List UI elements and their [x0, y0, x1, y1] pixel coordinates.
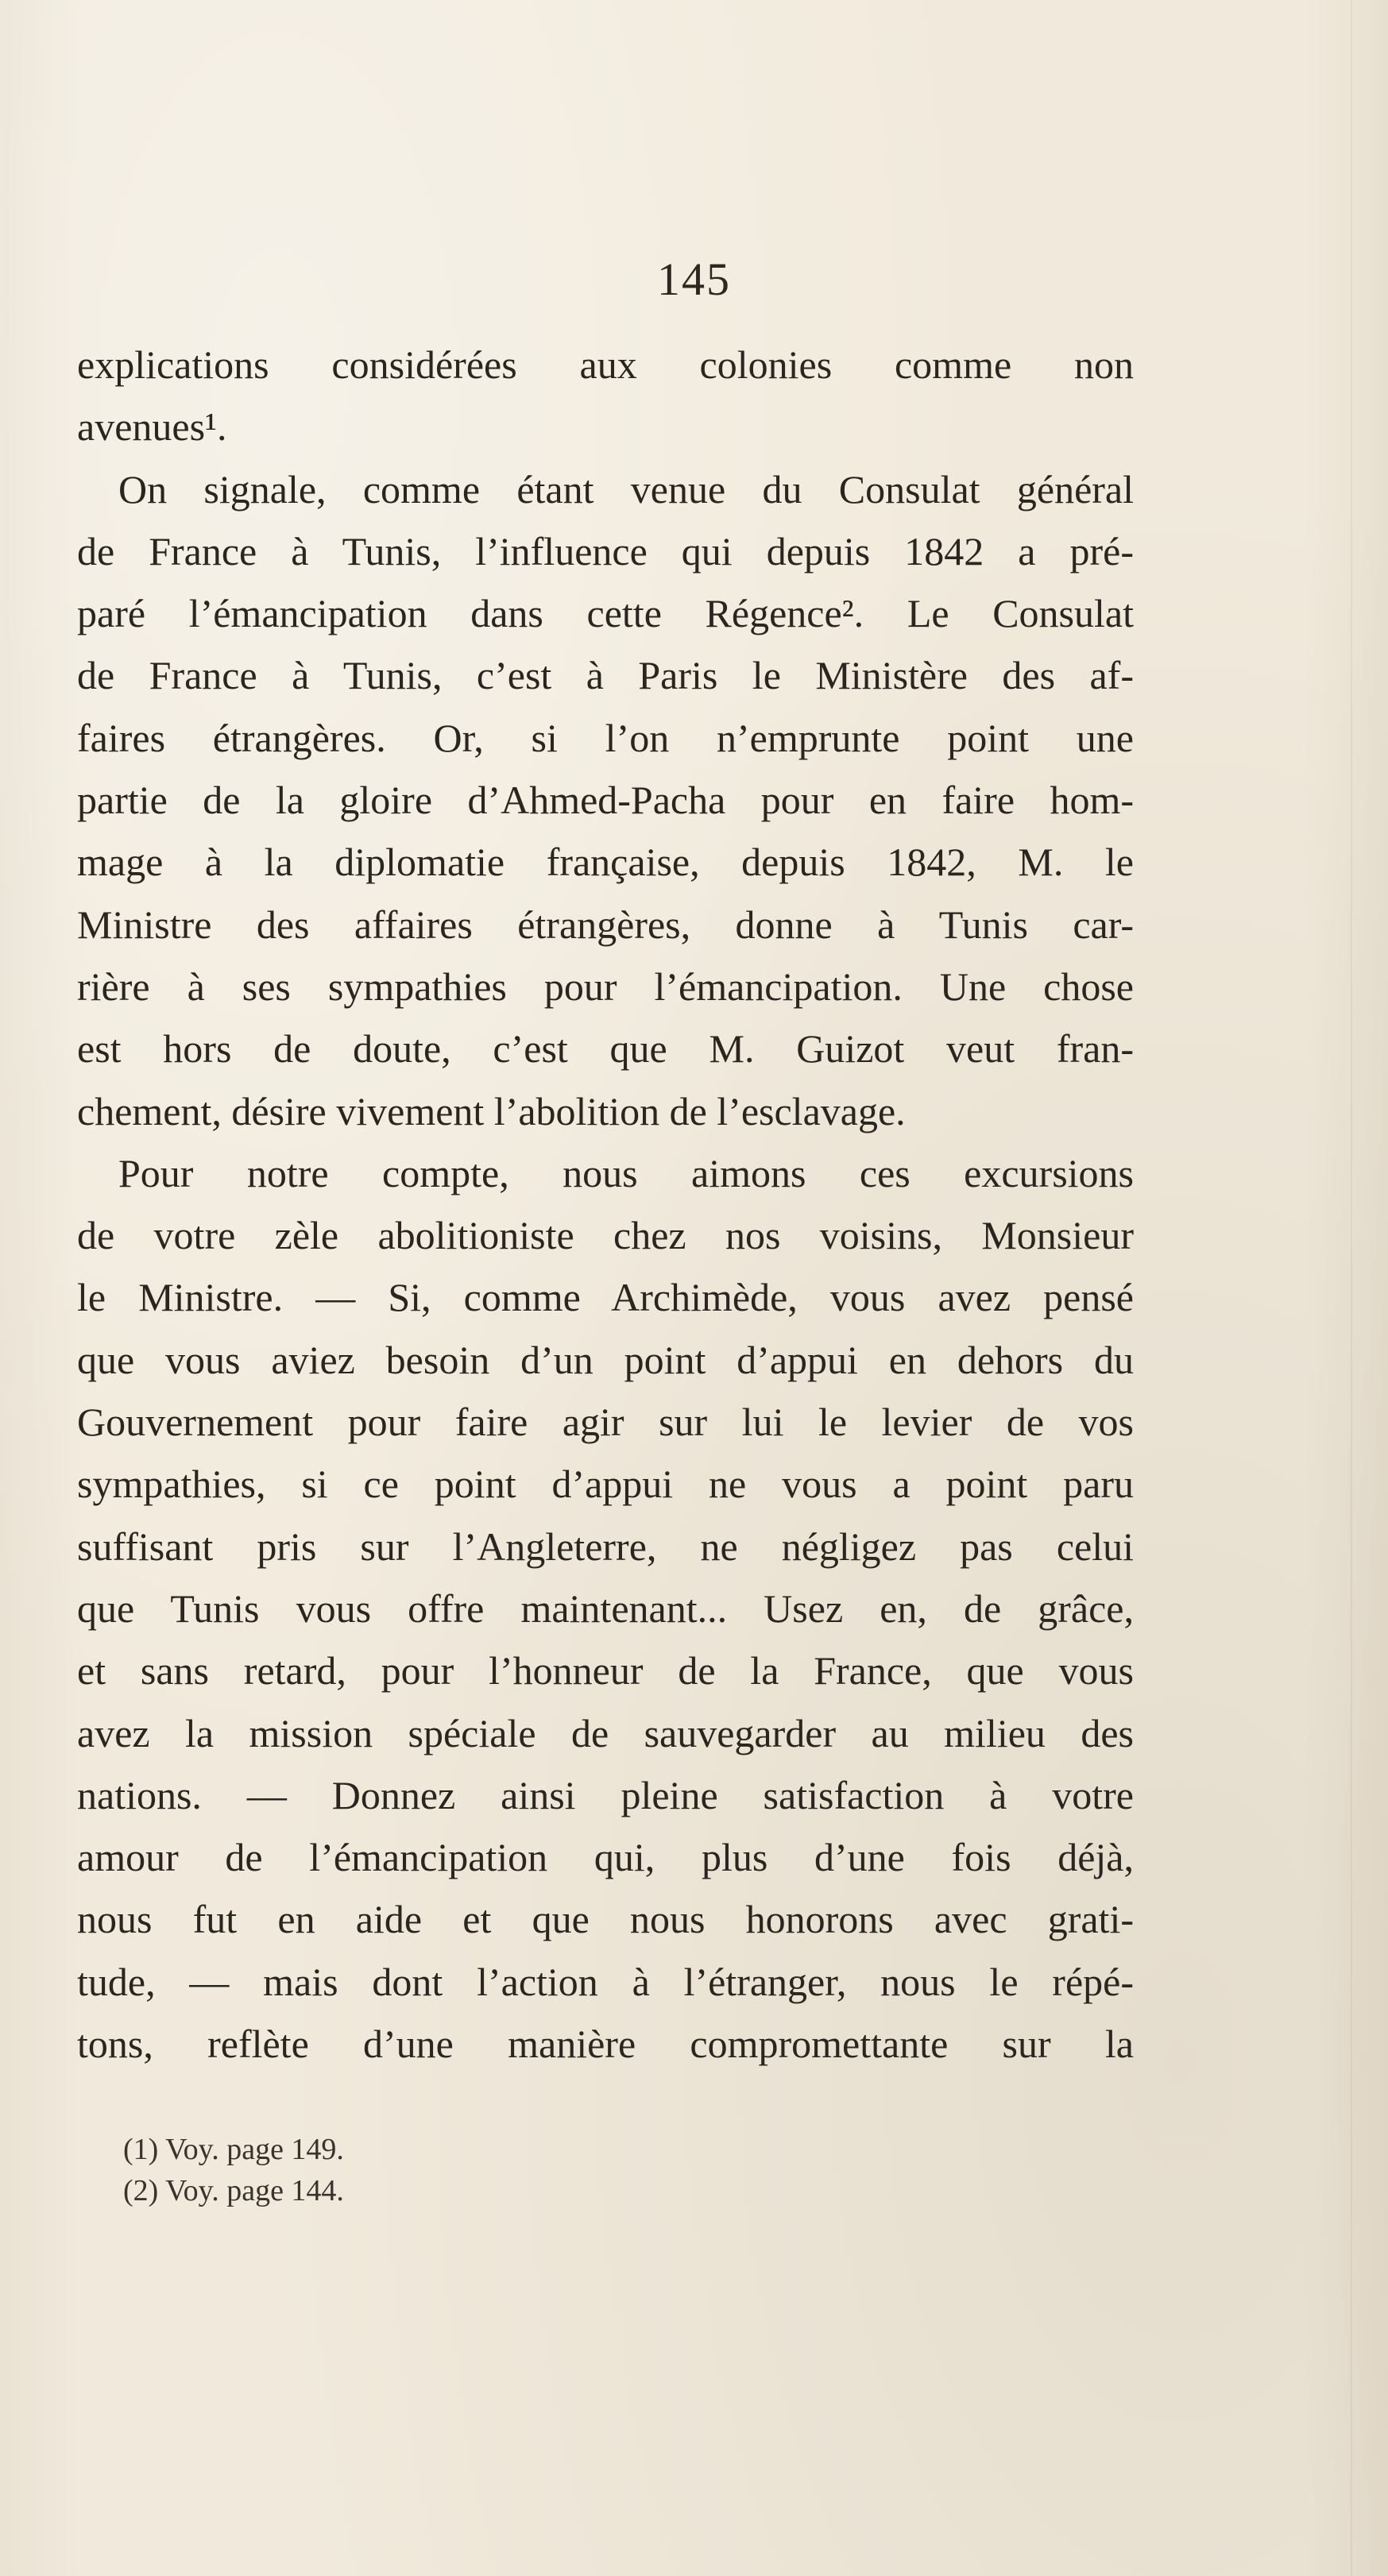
footnote: (1) Voy. page 149.	[123, 2133, 344, 2166]
text-line: tude, — mais dont l’action à l’étranger, nous le répé-	[77, 1959, 1134, 2004]
page-number: 145	[657, 253, 731, 305]
text-line: mage à la diplomatie française, depuis 1842, M. le	[77, 840, 1134, 885]
text-line: avez la mission spéciale de sauvegarder au milieu des	[77, 1710, 1134, 1755]
text-line: que vous aviez besoin d’un point d’appui en dehors du	[77, 1337, 1134, 1382]
text-line: Pour notre compte, nous aimons ces excursions	[118, 1150, 1134, 1195]
text-line: nous fut en aide et que nous honorons avec grati-	[77, 1897, 1134, 1942]
text-line: explications considérées aux colonies comme non	[77, 342, 1134, 387]
text-line: faires étrangères. Or, si l’on n’emprunte point une	[77, 715, 1134, 760]
text-line: est hors de doute, c’est que M. Guizot veut fran-	[77, 1026, 1134, 1072]
text-line: sympathies, si ce point d’appui ne vous a point paru	[77, 1462, 1134, 1507]
text-line: On signale, comme étant venue du Consulat général	[118, 466, 1134, 512]
text-line: Ministre des affaires étrangères, donne à Tunis car-	[77, 902, 1134, 947]
text-line: que Tunis vous offre maintenant... Usez en, de grâce,	[77, 1585, 1134, 1631]
text-line: amour de l’émancipation qui, plus d’une fois déjà,	[77, 1835, 1134, 1880]
text-line: tons, reflète d’une manière compromettante sur la	[77, 2022, 1134, 2067]
text-line: le Ministre. — Si, comme Archimède, vous avez pensé	[77, 1275, 1134, 1320]
body-text	[77, 334, 1134, 2075]
text-line: avenues¹.	[77, 404, 227, 450]
page-edge-shadow	[1351, 0, 1352, 2576]
text-line: de France à Tunis, c’est à Paris le Ministère des af-	[77, 653, 1134, 698]
text-line: de France à Tunis, l’influence qui depuis 1842 a pré-	[77, 528, 1134, 574]
footnote: (2) Voy. page 144.	[123, 2174, 344, 2207]
text-line: de votre zèle abolitioniste chez nos voisins, Monsieur	[77, 1213, 1134, 1258]
text-line: nations. — Donnez ainsi pleine satisfaction à votre	[77, 1772, 1134, 1817]
text-line: Gouvernement pour faire agir sur lui le levier de vos	[77, 1400, 1134, 1445]
text-line: partie de la gloire d’Ahmed-Pacha pour en faire hom-	[77, 778, 1134, 823]
footnotes	[123, 2129, 838, 2211]
text-line: et sans retard, pour l’honneur de la France, que vous	[77, 1648, 1134, 1694]
text-line: chement, désire vivement l’abolition de l’esclavage.	[77, 1088, 906, 1134]
text-line: paré l’émancipation dans cette Régence². Le Consulat	[77, 591, 1134, 636]
text-line: suffisant pris sur l’Angleterre, ne négligez pas celui	[77, 1524, 1134, 1569]
text-line: rière à ses sympathies pour l’émancipation. Une chose	[77, 964, 1134, 1009]
